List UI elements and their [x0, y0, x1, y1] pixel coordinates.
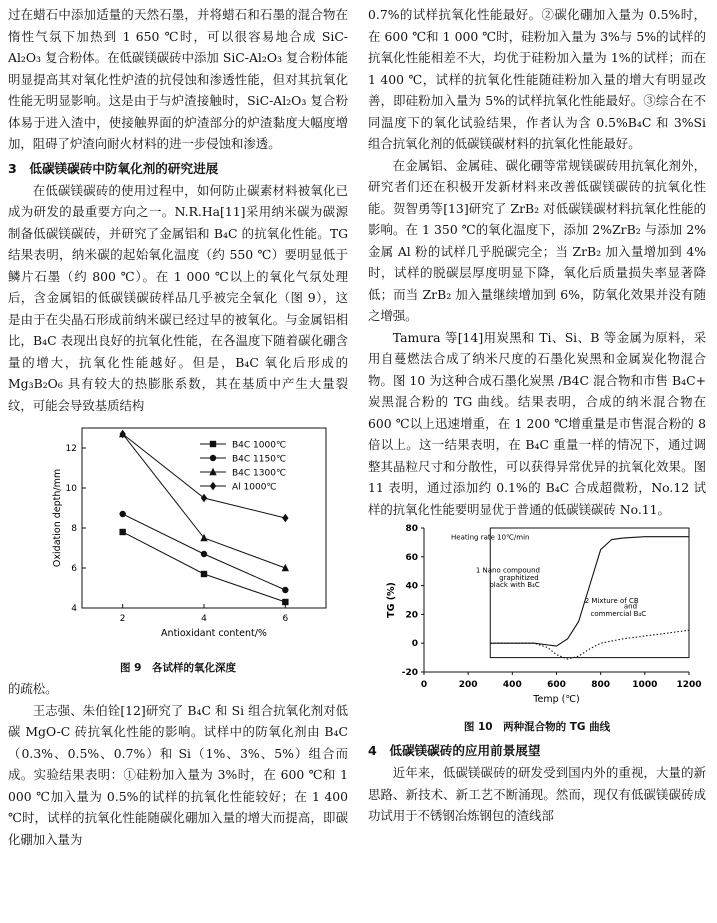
legend-label: Al 1000℃ — [232, 482, 277, 493]
x-tick-label: 400 — [502, 680, 522, 690]
legend-label: B4C 1000℃ — [232, 440, 287, 451]
x-axis-label: Antioxidant content/% — [161, 628, 267, 639]
legend-label: B4C 1150℃ — [232, 454, 287, 465]
y-tick-label: 10 — [65, 484, 77, 494]
chart-annotation: commercial B₄C — [590, 609, 647, 618]
figure-9-caption: 图 9 各试样的氧化深度 — [120, 662, 236, 674]
paragraph-r3: Tamura 等[14]用炭黑和 Ti、Si、B 等金属为原料，采用自蔓燃法合成了纳米尺度的石墨化炭黑和金属炭化物混合物。图 10 为这种合成石墨化炭黑 /B4C 混合物和市售 B₄C+ 炭黑混合粉的 TG 曲线。结果表明，合成的纳米混合物在 600 ℃以上迅速增重，在 1 200 ℃增重量是市售混合粉的 8 倍以上。这一结果表明，在 B₄C 重量一样的情况下，通过调整其晶粒尺寸和分散性，可以获得异常优异的抗氧化效果。图 11 表明，通过添加约 0.1%的 B₄C 合成超微粉，No.12 试样的抗氧化性能要明显优于普通的低碳镁碳砖 No.11。 — [368, 329, 706, 517]
data-point — [119, 529, 125, 535]
right-column — [368, 4, 706, 827]
paragraph-continued-top: 过在蜡石中添加适量的天然石墨，并将蜡石和石墨的混合物在惰性气氛下加热到 1 650 ℃时，可以很容易地合成 SiC-Al₂O₃ 复合粉体。在低碳镁碳砖中添加 SiC-Al₂O₃ 复合粉体能明显提高其对氧化性炉渣的抗侵蚀和渗透性能，但对其抗氧化性能无明显影响。这是由于与炉渣接触时，SiC-Al₂O₃ 复合粉体易于进入渣中，使接触界面的炉渣部分的炉渣黏度大幅度增加，阻碍了炉渣向耐火材料的进一步侵蚀和渗透。 — [8, 7, 348, 151]
chart-annotation: graphitized — [499, 573, 539, 582]
chart-annotation: black with B₄C — [489, 581, 540, 590]
section-4-heading: 4 低碳镁碳砖的应用前景展望 — [368, 743, 541, 758]
paragraph-r1: 0.7%的试样抗氧化性能最好。②碳化硼加入量为 0.5%时，在 600 ℃和 1 000 ℃时，硅粉加入量为 3%与 5%的试样的抗氧化性能相差不大，均优于硅粉加入量为 1%的试样；而在 1 400 ℃，试样的抗氧化性能随硅粉加入量的增大有明显改善，即硅粉加入量为 5%的试样抗氧化性能最好。③综合在不同温度下的氧化试验结果，作者认为含 0.5%B₄C 和 3%Si 组合抗氧化剂的低碳镁碳材料的抗氧化性能最好。 — [368, 7, 706, 151]
x-tick-label: 0 — [420, 680, 428, 690]
paragraph-continued: 的疏松。 — [8, 681, 58, 696]
x-tick-label: 2 — [119, 614, 126, 624]
data-point — [282, 514, 288, 522]
y-tick-label: -20 — [401, 668, 418, 678]
y-tick-label: 80 — [405, 524, 418, 534]
data-point — [282, 587, 288, 593]
y-tick-label: 4 — [71, 604, 77, 614]
chart-annotation: and — [623, 602, 638, 611]
y-axis-label: TG (%) — [386, 582, 397, 618]
y-tick-label: 60 — [405, 552, 418, 563]
chart-annotation: 1 Nano compound — [475, 566, 540, 575]
legend-marker — [210, 455, 216, 461]
paragraph-r2: 在金属铝、金属硅、碳化硼等常规镁碳砖用抗氧化剂外，研究者们还在积极开发新材料来改善低碳镁碳砖的抗氧化性能。贺智勇等[13]研究了 ZrB₂ 对低碳镁碳材料抗氧化性能的影响。在 1 350 ℃的氧化温度下，添加 2%ZrB₂ 与添加 2%金属 Al 粉的试样几乎脱碳完全；当 ZrB₂ 加入量增加到 4%时，试样的脱碳层厚度明显下降，氧化后质量损失率显著降低；而当 ZrB₂ 加入量继续增加到 6%，防氧化效果并没有随之增强。 — [368, 157, 706, 323]
figure-9-chart — [8, 418, 348, 658]
y-tick-label: 20 — [405, 610, 418, 621]
legend-marker — [210, 482, 216, 490]
section-3-heading: 3 低碳镁碳砖中防氧化剂的研究进展 — [8, 160, 219, 176]
y-tick-label: 8 — [71, 524, 77, 534]
x-tick-label: 4 — [201, 614, 207, 624]
legend-marker — [210, 441, 216, 447]
legend-label: B4C 1300℃ — [232, 468, 287, 479]
figure-10-caption: 图 10 两种混合物的 TG 曲线 — [463, 721, 611, 733]
figure-10-chart — [368, 522, 706, 717]
left-column — [8, 4, 348, 850]
paragraph-3-2: 王志强、朱伯铨[12]研究了 B₄C 和 Si 组合抗氧化剂对低碳 MgO-C 砖抗氧化性能的影响。试样中的防氧化剂由 B₄C（0.3%、0.5%、0.7%）和 Si（1%、3%、5%）组合而成。实验结果表明：①硅粉加入量为 3%时，在 600 ℃和 1 000 ℃加入量为 0.5%的试样的抗氧化性能较好；在 1 400 ℃时，试样的抗氧化性能随碳化硼加入量的增大而提高，即碳化硼加入量为 — [8, 702, 348, 847]
x-tick-label: 200 — [458, 680, 478, 690]
data-point — [201, 551, 207, 557]
data-point — [201, 571, 207, 577]
y-tick-label: 12 — [65, 444, 77, 454]
x-tick-label: 6 — [282, 614, 289, 624]
series-line — [123, 532, 286, 602]
plot-frame — [82, 428, 326, 608]
x-tick-label: 1000 — [632, 680, 658, 690]
x-axis-label: Temp (℃) — [533, 694, 580, 705]
tg-curve — [490, 537, 689, 646]
paragraph-4-1: 近年来，低碳镁碳砖的研发受到国内外的重视，大量的新思路、新技术、新工艺不断涌现。然而，现仅有低碳镁碳砖成功试用于不锈钢冶炼钢包的渣线部 — [368, 765, 706, 823]
chart-annotation: Heating rate 10℃/min — [451, 533, 530, 542]
y-tick-label: 6 — [71, 564, 77, 574]
tg-curve — [490, 630, 689, 659]
y-tick-label: 0 — [411, 639, 418, 650]
x-tick-label: 1200 — [676, 680, 702, 690]
y-tick-label: 40 — [405, 581, 418, 592]
data-point — [119, 511, 125, 517]
x-tick-label: 800 — [591, 680, 611, 690]
y-axis-label: Oxidation depth/mm — [52, 468, 63, 568]
data-point — [201, 494, 207, 502]
paragraph-3-1: 在低碳镁碳砖的使用过程中，如何防止碳素材料被氧化已成为研发的最重要方向之一。N.R.Ha[11]采用纳米碳为碳源制备低碳镁碳砖，并研究了金属铝和 B₄C 的抗氧化性能。TG 结果表明，纳米碳的起始氧化温度（约 550 ℃）要明显低于鳞片石墨（约 800 ℃）。在 1 000 ℃以上的氧化气氛处理后，含金属铝的低碳镁碳砖样品几乎被完全氧化（图 9），这是由于在尖晶石形成前纳米碳已经过早的被氧化。与金属铝相比，B₄C 表现出良好的抗氧化性能，在各温度下随着碳化硼含量的增大，抗氧化性能越好。但是，B₄C 氧化后形成的 Mg₃B₂O₆ 具有较大的热膨胀系数，其在基质中产生大量裂纹，可能会导致基质结构 — [8, 182, 348, 413]
data-point — [282, 599, 288, 605]
chart-annotation: 2 Mixture of CB — [584, 596, 639, 605]
inner-frame — [490, 528, 689, 658]
x-tick-label: 600 — [547, 680, 566, 690]
